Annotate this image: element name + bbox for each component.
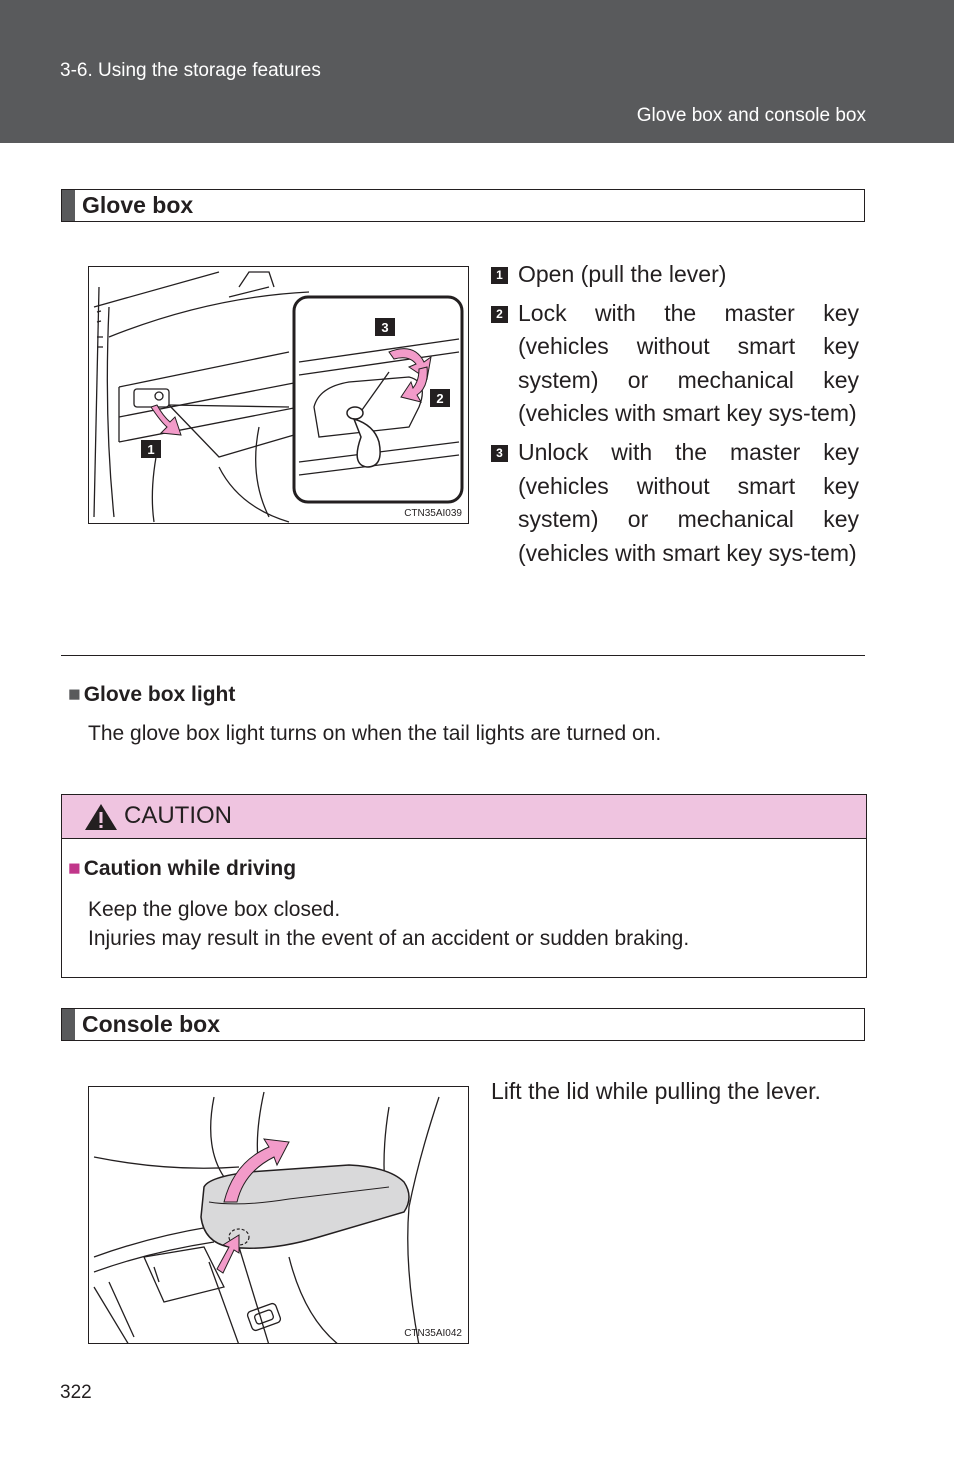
callout-1: 1 <box>147 442 155 457</box>
glove-box-light-title: Glove box light <box>83 683 236 706</box>
caution-line: Keep the glove box closed. <box>88 898 341 921</box>
step-text: Unlock with the master key (vehicles without smart key system) or mechanical key (vehicles with smart key sys-tem) <box>518 438 859 566</box>
caution-label: CAUTION <box>124 802 232 829</box>
square-marker: ■ <box>68 857 81 880</box>
step-text: Open (pull the lever) <box>518 261 727 287</box>
step-number: 1 <box>491 267 508 284</box>
figure-code: CTN35AI039 <box>404 508 462 519</box>
step-number: 2 <box>491 306 508 323</box>
callout-3: 3 <box>381 320 389 335</box>
console-box-heading <box>61 1008 865 1041</box>
caution-box <box>61 794 867 978</box>
caution-banner <box>62 795 866 839</box>
caution-title: Caution while driving <box>83 857 297 880</box>
section-divider <box>61 655 865 656</box>
square-marker: ■ <box>68 683 81 706</box>
page-topic: Glove box and console box <box>636 105 866 126</box>
figure-code: CTN35AI042 <box>404 1328 462 1339</box>
glove-box-light-text: The glove box light turns on when the tail lights are turned on. <box>88 722 662 745</box>
step-item <box>491 297 859 431</box>
step-item <box>491 436 859 570</box>
glove-box-drawing <box>89 267 469 524</box>
glove-box-light-heading <box>68 683 235 707</box>
glove-box-title: Glove box <box>82 192 194 218</box>
console-box-drawing <box>89 1087 469 1344</box>
heading-bar <box>62 1009 75 1040</box>
step-item <box>491 258 859 292</box>
section-title: 3-6. Using the storage features <box>60 60 321 81</box>
callout-2: 2 <box>436 391 444 406</box>
console-box-illustration <box>88 1086 469 1344</box>
caution-line: Injuries may result in the event of an accident or sudden braking. <box>88 927 690 950</box>
warning-triangle-icon <box>84 803 118 831</box>
console-box-title: Console box <box>82 1011 221 1037</box>
glove-box-illustration <box>88 266 469 524</box>
step-text: Lock with the master key (vehicles without smart key system) or mechanical key (vehicles with smart key sys-tem) <box>518 299 859 427</box>
caution-body <box>88 895 689 953</box>
page-header <box>0 0 954 143</box>
glove-box-steps <box>491 258 859 575</box>
step-number: 3 <box>491 445 508 462</box>
page-number: 322 <box>60 1382 92 1403</box>
caution-heading <box>68 857 296 881</box>
console-box-instruction: Lift the lid while pulling the lever. <box>491 1078 821 1104</box>
heading-bar <box>62 190 75 221</box>
glove-box-heading <box>61 189 865 222</box>
